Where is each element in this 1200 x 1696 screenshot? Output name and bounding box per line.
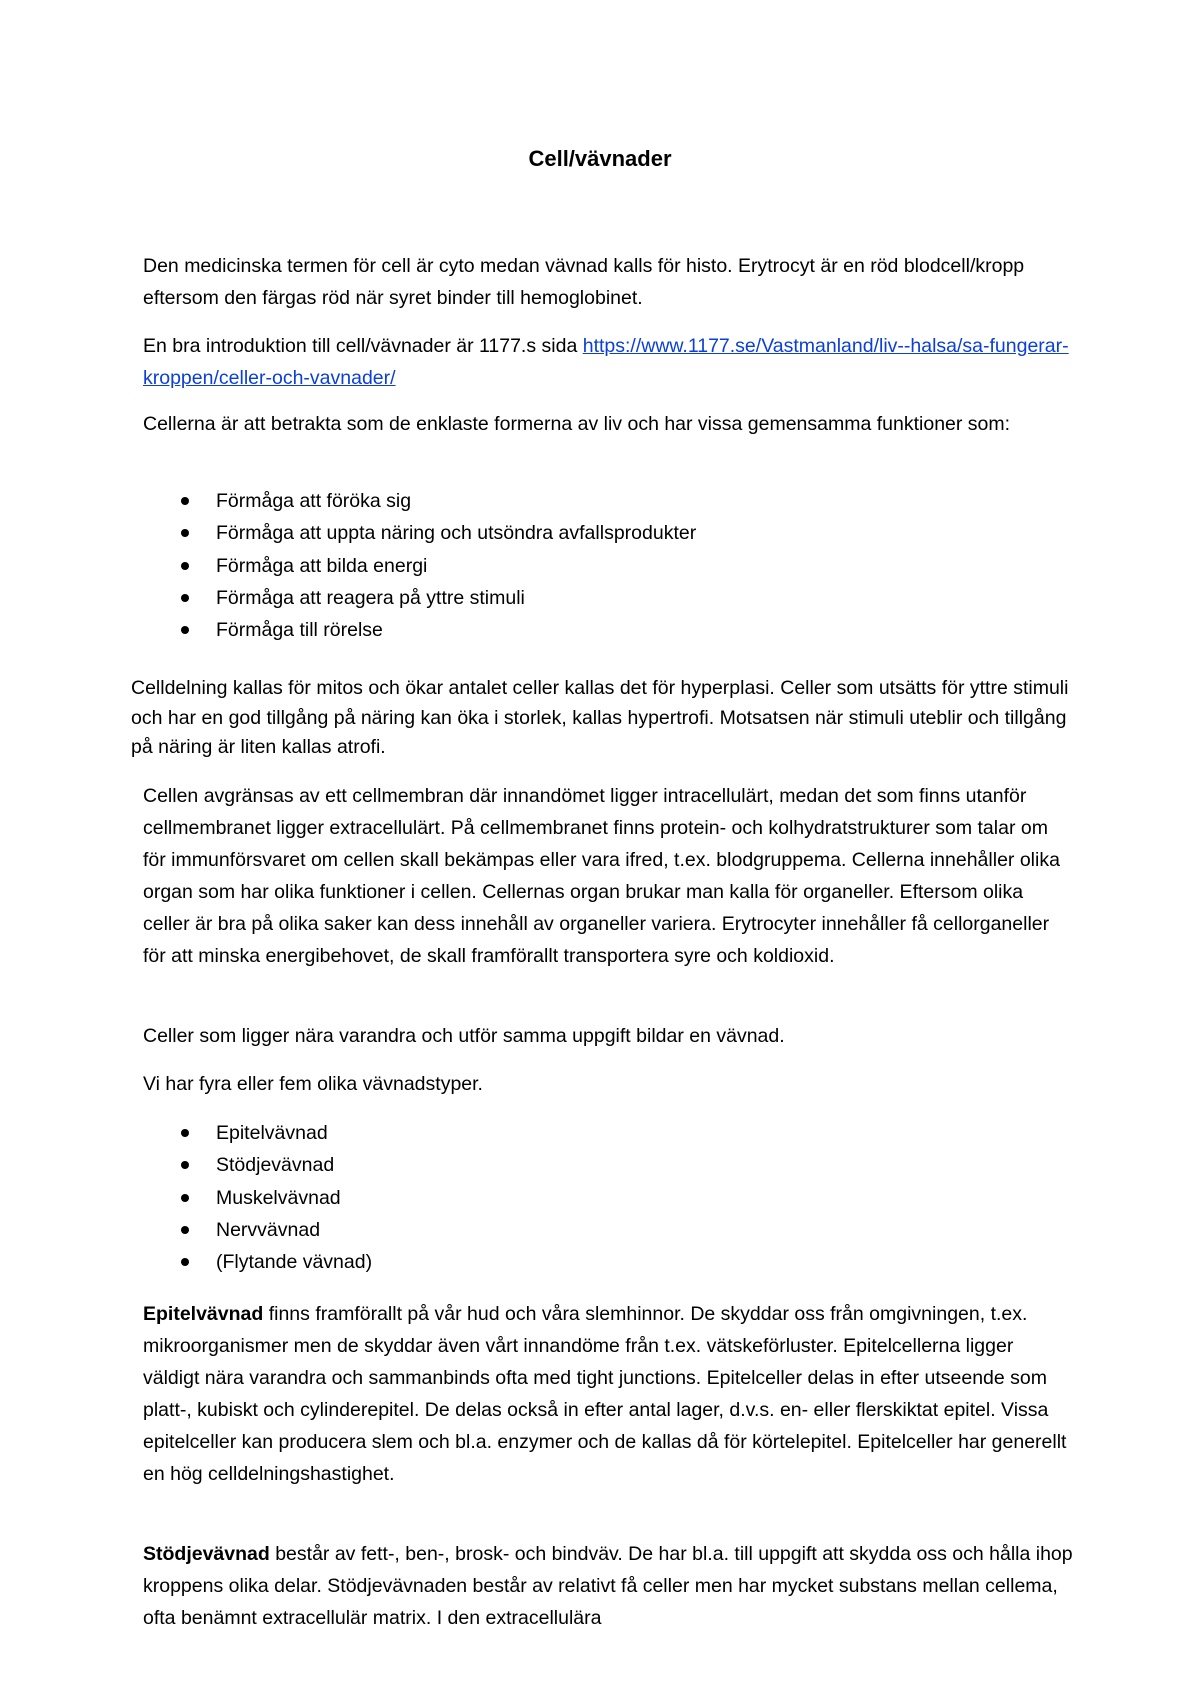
bullet-icon: [181, 497, 189, 505]
list-item: Förmåga att bilda energi: [143, 550, 696, 582]
list-item: Förmåga att föröka sig: [143, 485, 696, 517]
list-item: Förmåga att reagera på yttre stimuli: [143, 582, 696, 614]
list-item: Nervvävnad: [143, 1214, 372, 1246]
bullet-icon: [181, 626, 189, 634]
list-item: Stödjevävnad: [143, 1149, 372, 1181]
vavnad-types-list: [143, 1117, 372, 1278]
bullet-icon: [181, 594, 189, 602]
stodje-paragraph: [143, 1538, 1073, 1634]
intro-link-paragraph: [143, 330, 1073, 394]
intro-paragraph: Den medicinska termen för cell är cyto medan vävnad kalls för histo. Erytrocyt är en röd blodcell/kropp eftersom den färgas röd när syret binder till hemoglobinet.: [143, 255, 1025, 309]
functions-intro-paragraph: Cellerna är att betrakta som de enklaste formerna av liv och har vissa gemensamma funktioner som:: [143, 413, 1011, 435]
vavnad-definition-paragraph: Celler som ligger nära varandra och utför samma uppgift bildar en vävnad.: [143, 1025, 785, 1047]
list-item: Muskelvävnad: [143, 1182, 372, 1214]
stodje-text: består av fett-, ben-, brosk- och bindväv. De har bl.a. till uppgift att skydda oss och hålla ihop kroppens olika delar. Stödjevävnaden består av relativt få celler men har mycket substans mellan cellema, ofta benämnt extracellulär matrix. I den extracellulära: [143, 1543, 1073, 1629]
epitel-term: Epitelvävnad: [143, 1303, 264, 1325]
list-item: Förmåga till rörelse: [143, 614, 696, 646]
bullet-icon: [181, 1258, 189, 1266]
functions-list: [143, 485, 696, 646]
intro-link-prefix: En bra introduktion till cell/vävnader är 1177.s sida: [143, 335, 583, 357]
bullet-icon: [181, 529, 189, 537]
list-item: Förmåga att uppta näring och utsöndra avfallsprodukter: [143, 517, 696, 549]
celldelning-paragraph: Celldelning kallas för mitos och ökar antalet celler kallas det för hyperplasi. Celler som utsätts för yttre stimuli och har en god tillgång på näring kan öka i storlek, kallas hypertrofi. Motsatsen när stimuli uteblir och tillgång på näring är liten kallas atrofi.: [131, 677, 1069, 758]
vavnad-types-intro-paragraph: Vi har fyra eller fem olika vävnadstyper.: [143, 1073, 483, 1095]
cellmembran-paragraph: Cellen avgränsas av ett cellmembran där innandömet ligger intracellulärt, medan det som finns utanför cellmembranet ligger extracellulärt. På cellmembranet finns protein- och kolhydratstrukturer som talar om för immunförsvaret om cellen skall bekämpas eller vara ifred, t.ex. blodgruppema. Cellerna innehåller olika organ som har olika funktioner i cellen. Cellernas organ brukar man kalla för organeller. Eftersom olika celler är bra på olika saker kan dess innehåll av organeller variera. Erytrocyter innehåller få cellorganeller för att minska energibehovet, de skall framförallt transportera syre och koldioxid.: [143, 785, 1060, 967]
epitel-text: finns framförallt på vår hud och våra slemhinnor. De skyddar oss från omgivningen, t.ex. mikroorganismer men de skyddar även vårt innandöme från t.ex. vätskeförluster. Epitelcellerna ligger väldigt nära varandra och sammanbinds ofta med tight junctions. Epitelceller delas in efter utseende som platt-, kubiskt och cylinderepitel. De delas också in efter antal lager, d.v.s. en- eller flerskiktat epitel. Vissa epitelceller kan producera slem och bl.a. enzymer och de kallas då för körtelepitel. Epitelceller har generellt en hög celldelningshastighet.: [143, 1303, 1067, 1485]
document-title: Cell/vävnader: [528, 146, 672, 171]
bullet-icon: [181, 1194, 189, 1202]
stodje-term: Stödjevävnad: [143, 1543, 270, 1565]
bullet-icon: [181, 1129, 189, 1137]
bullet-icon: [181, 1161, 189, 1169]
list-item: Epitelvävnad: [143, 1117, 372, 1149]
bullet-icon: [181, 1226, 189, 1234]
intro-link[interactable]: https://www.1177.se/Vastmanland/liv--halsa/sa-fungerar-kroppen/celler-och-vavnader/: [143, 335, 1069, 389]
list-item: (Flytande vävnad): [143, 1246, 372, 1278]
epitel-paragraph: [143, 1298, 1073, 1490]
bullet-icon: [181, 562, 189, 570]
